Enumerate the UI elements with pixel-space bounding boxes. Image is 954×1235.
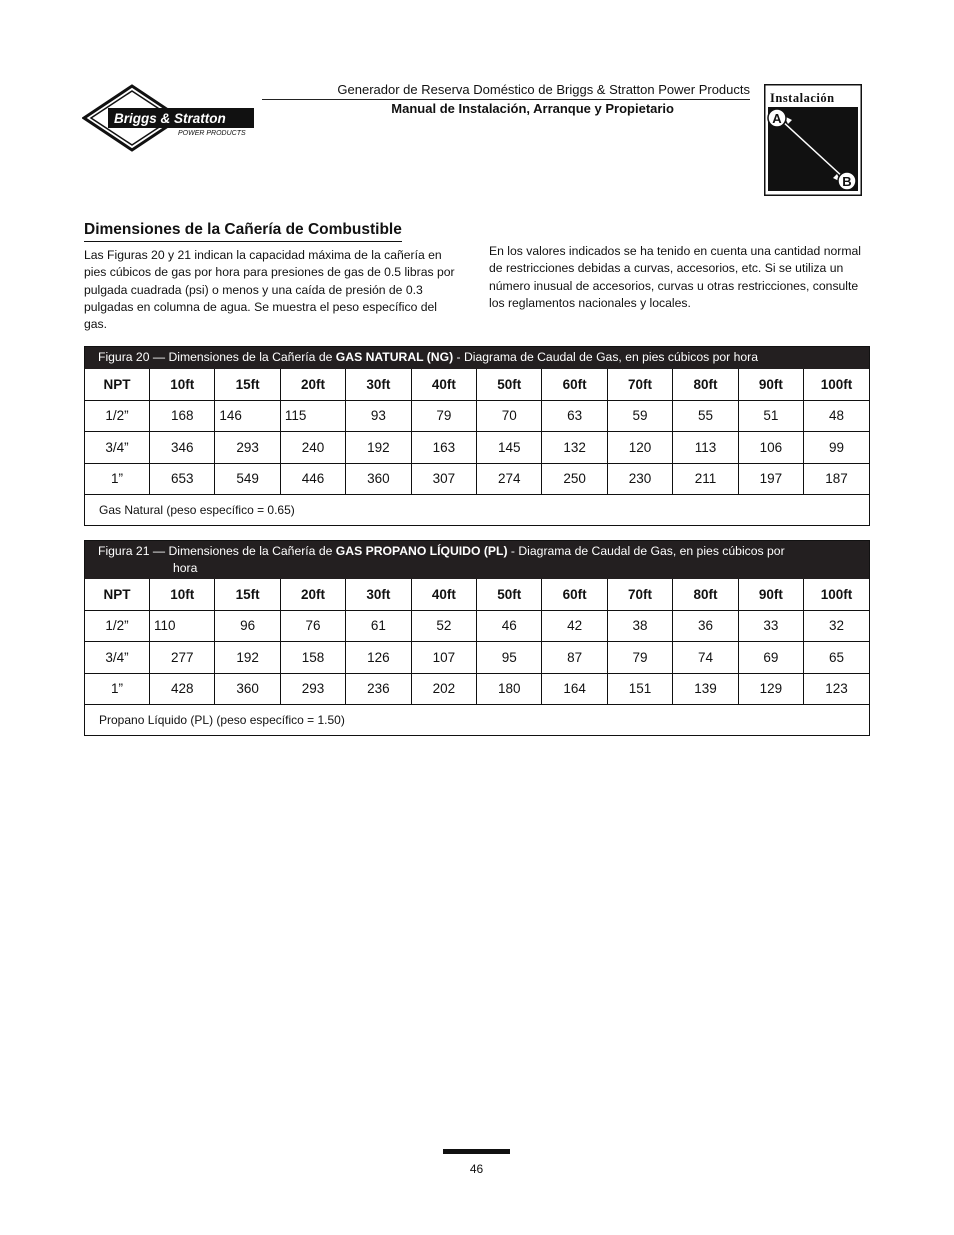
header-cell: 10ft bbox=[150, 579, 215, 610]
table-cell: 230 bbox=[607, 463, 672, 495]
table-cell: 180 bbox=[477, 673, 542, 705]
table-row bbox=[85, 400, 869, 432]
table-cell: 70 bbox=[477, 400, 542, 432]
table-cell: 346 bbox=[150, 432, 215, 464]
table-cell: 549 bbox=[215, 463, 280, 495]
intro-paragraph-right: En los valores indicados se ha tenido en cuenta una cantidad normal de restricciones debidas a curvas, accesorios, etc. Si se utiliza un número inusual de accesorios, curvas u otras restricciones, consulte los reglamentos nacionales y locales. bbox=[489, 244, 861, 310]
header-cell: 90ft bbox=[738, 579, 803, 610]
header-cell: NPT bbox=[85, 579, 150, 610]
table-cell: 74 bbox=[673, 642, 738, 674]
table-row bbox=[85, 463, 869, 495]
header-cell: 100ft bbox=[804, 369, 869, 400]
logo-diamond-icon bbox=[82, 82, 254, 154]
header-cell: 70ft bbox=[607, 579, 672, 610]
figure-20-table bbox=[84, 346, 870, 526]
table-cell: 168 bbox=[150, 400, 215, 432]
svg-text:A: A bbox=[772, 111, 782, 126]
table-cell: 146 bbox=[215, 400, 280, 432]
table-cell: 107 bbox=[411, 642, 476, 674]
svg-text:B: B bbox=[842, 174, 852, 189]
table-cell: 93 bbox=[346, 400, 411, 432]
header-cell: 70ft bbox=[607, 369, 672, 400]
header-title: Generador de Reserva Doméstico de Briggs & Stratton Power Products bbox=[337, 82, 750, 97]
table-cell: 106 bbox=[738, 432, 803, 464]
table-cell: 145 bbox=[477, 432, 542, 464]
table-cell: 99 bbox=[804, 432, 869, 464]
table-cell: 293 bbox=[280, 673, 345, 705]
table-cell: 250 bbox=[542, 463, 607, 495]
table-cell: 240 bbox=[280, 432, 345, 464]
installation-badge bbox=[764, 84, 862, 196]
header-cell: 80ft bbox=[673, 579, 738, 610]
table-note-row bbox=[85, 495, 869, 525]
table-cell: 48 bbox=[804, 400, 869, 432]
header-cell: 60ft bbox=[542, 369, 607, 400]
table-row bbox=[85, 610, 869, 642]
header-cell: 40ft bbox=[411, 579, 476, 610]
table-cell: 211 bbox=[673, 463, 738, 495]
badge-title: Instalación bbox=[770, 91, 835, 105]
header-cell: 15ft bbox=[215, 579, 280, 610]
table-cell: 293 bbox=[215, 432, 280, 464]
table-cell: 192 bbox=[215, 642, 280, 674]
table-cell: 126 bbox=[346, 642, 411, 674]
table-cell: 61 bbox=[346, 610, 411, 642]
table-note: Gas Natural (peso específico = 0.65) bbox=[85, 495, 869, 525]
header-subtitle: Manual de Instalación, Arranque y Propietario bbox=[391, 101, 674, 116]
section-title: Dimensiones de la Cañería de Combustible bbox=[84, 221, 402, 242]
header-cell: 30ft bbox=[346, 369, 411, 400]
table-cell: 307 bbox=[411, 463, 476, 495]
table-row bbox=[85, 432, 869, 464]
table-note: Propano Líquido (PL) (peso específico = 1.50) bbox=[85, 705, 869, 735]
table-cell: 46 bbox=[477, 610, 542, 642]
table-cell: 55 bbox=[673, 400, 738, 432]
header-cell: 50ft bbox=[477, 579, 542, 610]
table-header-row bbox=[85, 579, 869, 610]
table-cell: 79 bbox=[607, 642, 672, 674]
table-cell: 110 bbox=[150, 610, 215, 642]
table-header-row bbox=[85, 369, 869, 400]
table-cell: 360 bbox=[215, 673, 280, 705]
figure-21-caption: Figura 21 — Dimensiones de la Cañería de GAS PROPANO LÍQUIDO (PL) - Diagrama de Caudal de Gas, en pies cúbicos por hora bbox=[85, 541, 869, 579]
table-cell: 96 bbox=[215, 610, 280, 642]
table-cell: 1/2” bbox=[85, 610, 150, 642]
table-cell: 32 bbox=[804, 610, 869, 642]
table-cell: 33 bbox=[738, 610, 803, 642]
table-cell: 79 bbox=[411, 400, 476, 432]
table-cell: 202 bbox=[411, 673, 476, 705]
table-cell: 87 bbox=[542, 642, 607, 674]
header-cell: 30ft bbox=[346, 579, 411, 610]
header-cell: 20ft bbox=[280, 369, 345, 400]
table-cell: 69 bbox=[738, 642, 803, 674]
table-cell: 163 bbox=[411, 432, 476, 464]
figure-20-caption: Figura 20 — Dimensiones de la Cañería de GAS NATURAL (NG) - Diagrama de Caudal de Gas, en pies cúbicos por hora bbox=[85, 347, 869, 369]
logo-brand-text: Briggs & Stratton bbox=[114, 111, 226, 126]
header-cell: 10ft bbox=[150, 369, 215, 400]
table-cell: 95 bbox=[477, 642, 542, 674]
table-cell: 113 bbox=[673, 432, 738, 464]
table-cell: 236 bbox=[346, 673, 411, 705]
table-cell: 192 bbox=[346, 432, 411, 464]
header-rule bbox=[262, 99, 750, 100]
header-cell: NPT bbox=[85, 369, 150, 400]
intro-paragraph-left: Las Figuras 20 y 21 indican la capacidad máxima de la cañería en pies cúbicos de gas por hora para presiones de gas de 0.5 libras por pulgada cuadrada (psi) o menos y una caída de presión de 0.3 pulgadas en columna de agua. Se muestra el peso específico del gas. bbox=[84, 248, 455, 332]
table-cell: 1” bbox=[85, 673, 150, 705]
page-number: 46 bbox=[469, 1162, 484, 1176]
table-cell: 63 bbox=[542, 400, 607, 432]
table-cell: 653 bbox=[150, 463, 215, 495]
table-cell: 277 bbox=[150, 642, 215, 674]
briggs-stratton-logo bbox=[82, 82, 254, 154]
header-cell: 40ft bbox=[411, 369, 476, 400]
table-cell: 51 bbox=[738, 400, 803, 432]
table-cell: 446 bbox=[280, 463, 345, 495]
table-cell: 42 bbox=[542, 610, 607, 642]
header-cell: 20ft bbox=[280, 579, 345, 610]
table-cell: 123 bbox=[804, 673, 869, 705]
figure-21-table bbox=[84, 540, 870, 736]
table-cell: 139 bbox=[673, 673, 738, 705]
table-cell: 3/4” bbox=[85, 642, 150, 674]
table-note-row bbox=[85, 705, 869, 735]
table-cell: 1” bbox=[85, 463, 150, 495]
table-cell: 132 bbox=[542, 432, 607, 464]
table-cell: 1/2” bbox=[85, 400, 150, 432]
table-cell: 38 bbox=[607, 610, 672, 642]
logo-sub-text: POWER PRODUCTS bbox=[178, 130, 246, 137]
table-cell: 274 bbox=[477, 463, 542, 495]
header-cell: 100ft bbox=[804, 579, 869, 610]
table-cell: 65 bbox=[804, 642, 869, 674]
table-cell: 59 bbox=[607, 400, 672, 432]
table-cell: 129 bbox=[738, 673, 803, 705]
table-row bbox=[85, 673, 869, 705]
table-cell: 120 bbox=[607, 432, 672, 464]
table-cell: 158 bbox=[280, 642, 345, 674]
header-cell: 60ft bbox=[542, 579, 607, 610]
header-cell: 80ft bbox=[673, 369, 738, 400]
table-cell: 76 bbox=[280, 610, 345, 642]
header-cell: 15ft bbox=[215, 369, 280, 400]
table-cell: 36 bbox=[673, 610, 738, 642]
table-cell: 115 bbox=[280, 400, 345, 432]
table-cell: 360 bbox=[346, 463, 411, 495]
table-cell: 428 bbox=[150, 673, 215, 705]
table-cell: 187 bbox=[804, 463, 869, 495]
header-cell: 50ft bbox=[477, 369, 542, 400]
table-row bbox=[85, 642, 869, 674]
footer-bar bbox=[443, 1149, 510, 1154]
table-cell: 197 bbox=[738, 463, 803, 495]
table-cell: 151 bbox=[607, 673, 672, 705]
table-cell: 164 bbox=[542, 673, 607, 705]
header-cell: 90ft bbox=[738, 369, 803, 400]
table-cell: 52 bbox=[411, 610, 476, 642]
table-cell: 3/4” bbox=[85, 432, 150, 464]
